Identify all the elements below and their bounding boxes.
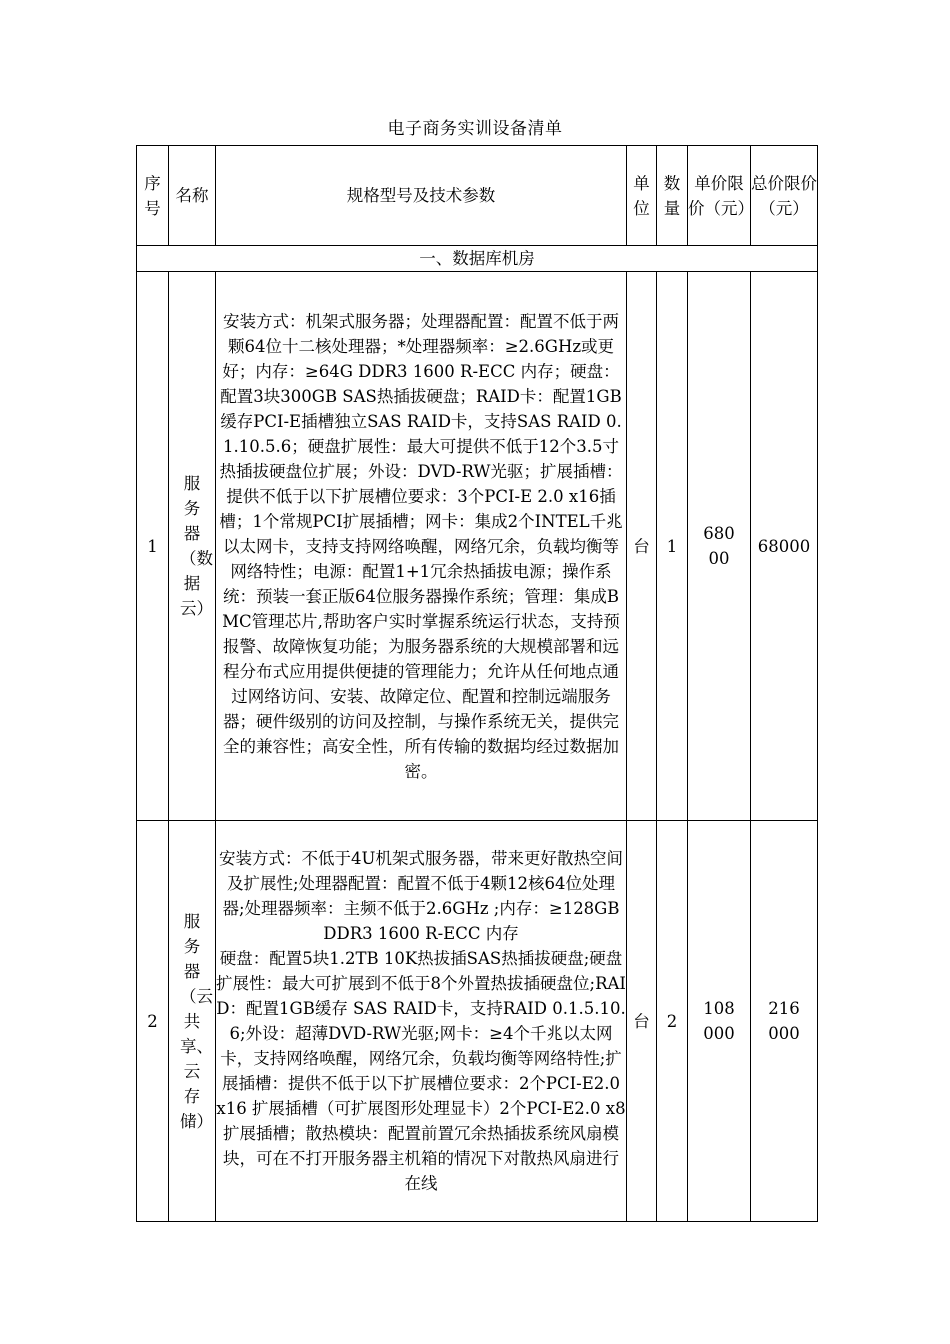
row-seq: 1	[137, 272, 169, 821]
header-row	[137, 146, 818, 246]
table-row	[137, 272, 818, 821]
row-spec-paragraph: 硬盘：配置5块1.2TB 10K热拔插SAS热插拔硬盘;硬盘扩展性：最大可扩展到不低于8个外置热拔插硬盘位;RAID：配置1GB缓存 SAS RAID卡，支持RAID 0.1.5.10.6;外设：超薄DVD-RW光驱;网卡：≥4个千兆以太网卡，支持网络唤醒，网络冗余，负载均衡等网络特性;扩展插槽：提供不低于以下扩展槽位要求：2个PCI-E2.0 x16 扩展插槽（可扩展图形处理显卡）2个PCI-E2.0 x8 扩展插槽；散热模块：配置前置冗余热插拔系统风扇模块，可在不打开服务器主机箱的情况下对散热风扇进行在线	[216, 949, 626, 1193]
header-seq: 序号	[137, 146, 169, 246]
section-title: 一、数据库机房	[137, 246, 818, 272]
header-name: 名称	[169, 146, 216, 246]
header-unit-price: 单价限价（元）	[688, 146, 751, 246]
row-total-price: 216000	[751, 821, 818, 1222]
row-spec	[216, 821, 627, 1222]
row-spec-paragraph: 安装方式：不低于4U机架式服务器，带来更好散热空间及扩展性;处理器配置：配置不低于4颗12核64位处理器;处理器频率：主频不低于2.6GHz ;内存：≥128GB DDR3 1600 R-ECC 内存	[219, 849, 623, 943]
row-seq: 2	[137, 821, 169, 1222]
row-unit-price: 108000	[688, 821, 751, 1222]
section-row	[137, 246, 818, 272]
row-qty: 1	[657, 272, 688, 821]
header-total-price: 总价限价（元）	[751, 146, 818, 246]
header-spec: 规格型号及技术参数	[216, 146, 627, 246]
header-qty: 数量	[657, 146, 688, 246]
row-unit: 台	[627, 272, 657, 821]
table-row	[137, 821, 818, 1222]
row-spec: 安装方式：机架式服务器；处理器配置：配置不低于两颗64位十二核处理器；*处理器频率：≥2.6GHz或更好；内存：≥64G DDR3 1600 R-ECC 内存；硬盘：配置3块300GB SAS热插拔硬盘；RAID卡：配置1GB缓存PCI-E插槽独立SAS RAID卡，支持SAS RAID 0.1.10.5.6；硬盘扩展性：最大可提供不低于12个3.5寸热插拔硬盘位扩展；外设：DVD-RW光驱；扩展插槽：提供不低于以下扩展槽位要求：3个PCI-E 2.0 x16插槽；1个常规PCI扩展插槽；网卡：集成2个INTEL千兆以太网卡，支持支持网络唤醒，网络冗余，负载均衡等网络特性；电源：配置1+1冗余热插拔电源；操作系统：预装一套正版64位服务器操作系统；管理：集成BMC管理芯片,帮助客户实时掌握系统运行状态，支持预报警、故障恢复功能；为服务器系统的大规模部署和远程分布式应用提供便捷的管理能力；允许从任何地点通过网络访问、安装、故障定位、配置和控制远端服务器；硬件级别的访问及控制，与操作系统无关，提供完全的兼容性；高安全性，所有传输的数据均经过数据加密。	[216, 272, 627, 821]
document-title: 电子商务实训设备清单	[387, 119, 563, 139]
row-name: 服务器（数据云）	[169, 272, 216, 821]
row-unit-price: 68000	[688, 272, 751, 821]
row-unit: 台	[627, 821, 657, 1222]
header-unit: 单位	[627, 146, 657, 246]
row-name: 服务器（云共享、云存储）	[169, 821, 216, 1222]
row-qty: 2	[657, 821, 688, 1222]
equipment-table	[136, 145, 818, 1222]
row-total-price: 68000	[751, 272, 818, 821]
